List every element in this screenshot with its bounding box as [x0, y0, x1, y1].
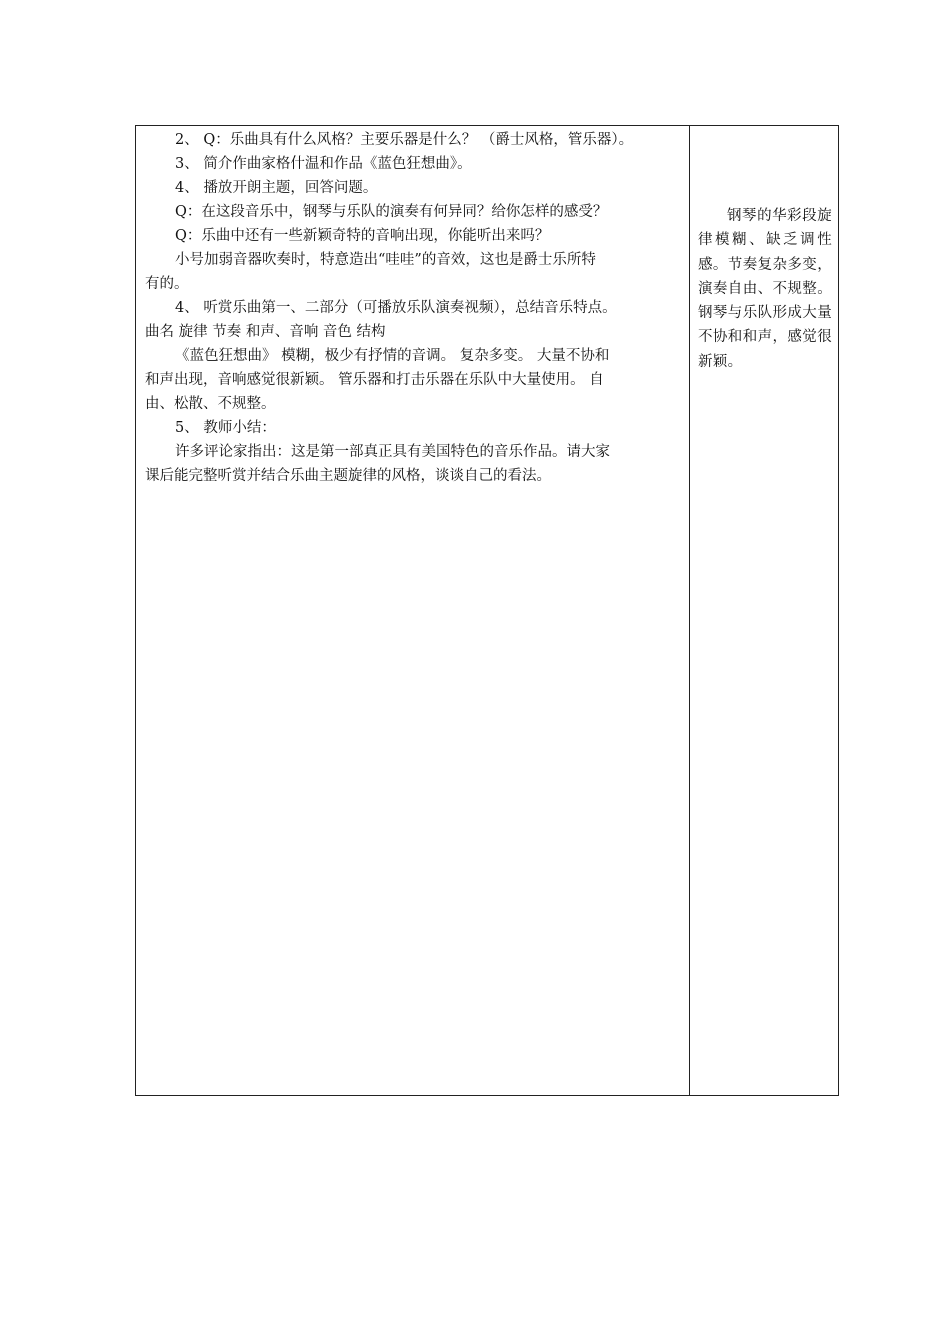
lesson-table [135, 125, 839, 1096]
content-line-1: 2、 Q：乐曲具有什么风格？主要乐器是什么？ （爵士风格，管乐器）。 [175, 132, 634, 148]
content-line-15: 课后能完整听赏并结合乐曲主题旋律的风格，谈谈自己的看法。 [145, 468, 551, 484]
content-line-4: Q：在这段音乐中，钢琴与乐队的演奏有何异同？给你怎样的感受？ [175, 204, 608, 220]
content-line-7: 有的。 [145, 276, 189, 292]
content-line-14: 许多评论家指出：这是第一部真正具有美国特色的音乐作品。请大家 [175, 444, 610, 460]
side-note: 钢琴的华彩段旋律模糊、缺乏调性感。节奏复杂多变，演奏自由、不规整。钢琴与乐队形成大量不协和和声，感觉很新颖。 [698, 208, 832, 370]
content-line-2: 3、 简介作曲家格什温和作品《蓝色狂想曲》。 [175, 156, 472, 172]
content-line-10: 《蓝色狂想曲》 模糊，极少有抒情的音调。 复杂多变。 大量不协和 [175, 348, 610, 364]
content-line-8: 4、 听赏乐曲第一、二部分（可播放乐队演奏视频），总结音乐特点。 [175, 300, 617, 316]
content-line-9: 曲名 旋律 节奏 和声、音响 音色 结构 [145, 324, 386, 340]
notes-cell [690, 126, 838, 1095]
content-line-6: 小号加弱音器吹奏时，特意造出“哇哇”的音效，这也是爵士乐所特 [175, 252, 596, 268]
content-line-11: 和声出现，音响感觉很新颖。 管乐器和打击乐器在乐队中大量使用。 自 [145, 372, 604, 388]
teaching-content-cell [136, 126, 690, 1095]
content-line-13: 5、 教师小结： [175, 420, 276, 436]
content-line-5: Q：乐曲中还有一些新颖奇特的音响出现，你能听出来吗？ [175, 228, 550, 244]
content-line-3: 4、 播放开朗主题，回答问题。 [175, 180, 378, 196]
content-line-12: 由、松散、不规整。 [145, 396, 276, 412]
